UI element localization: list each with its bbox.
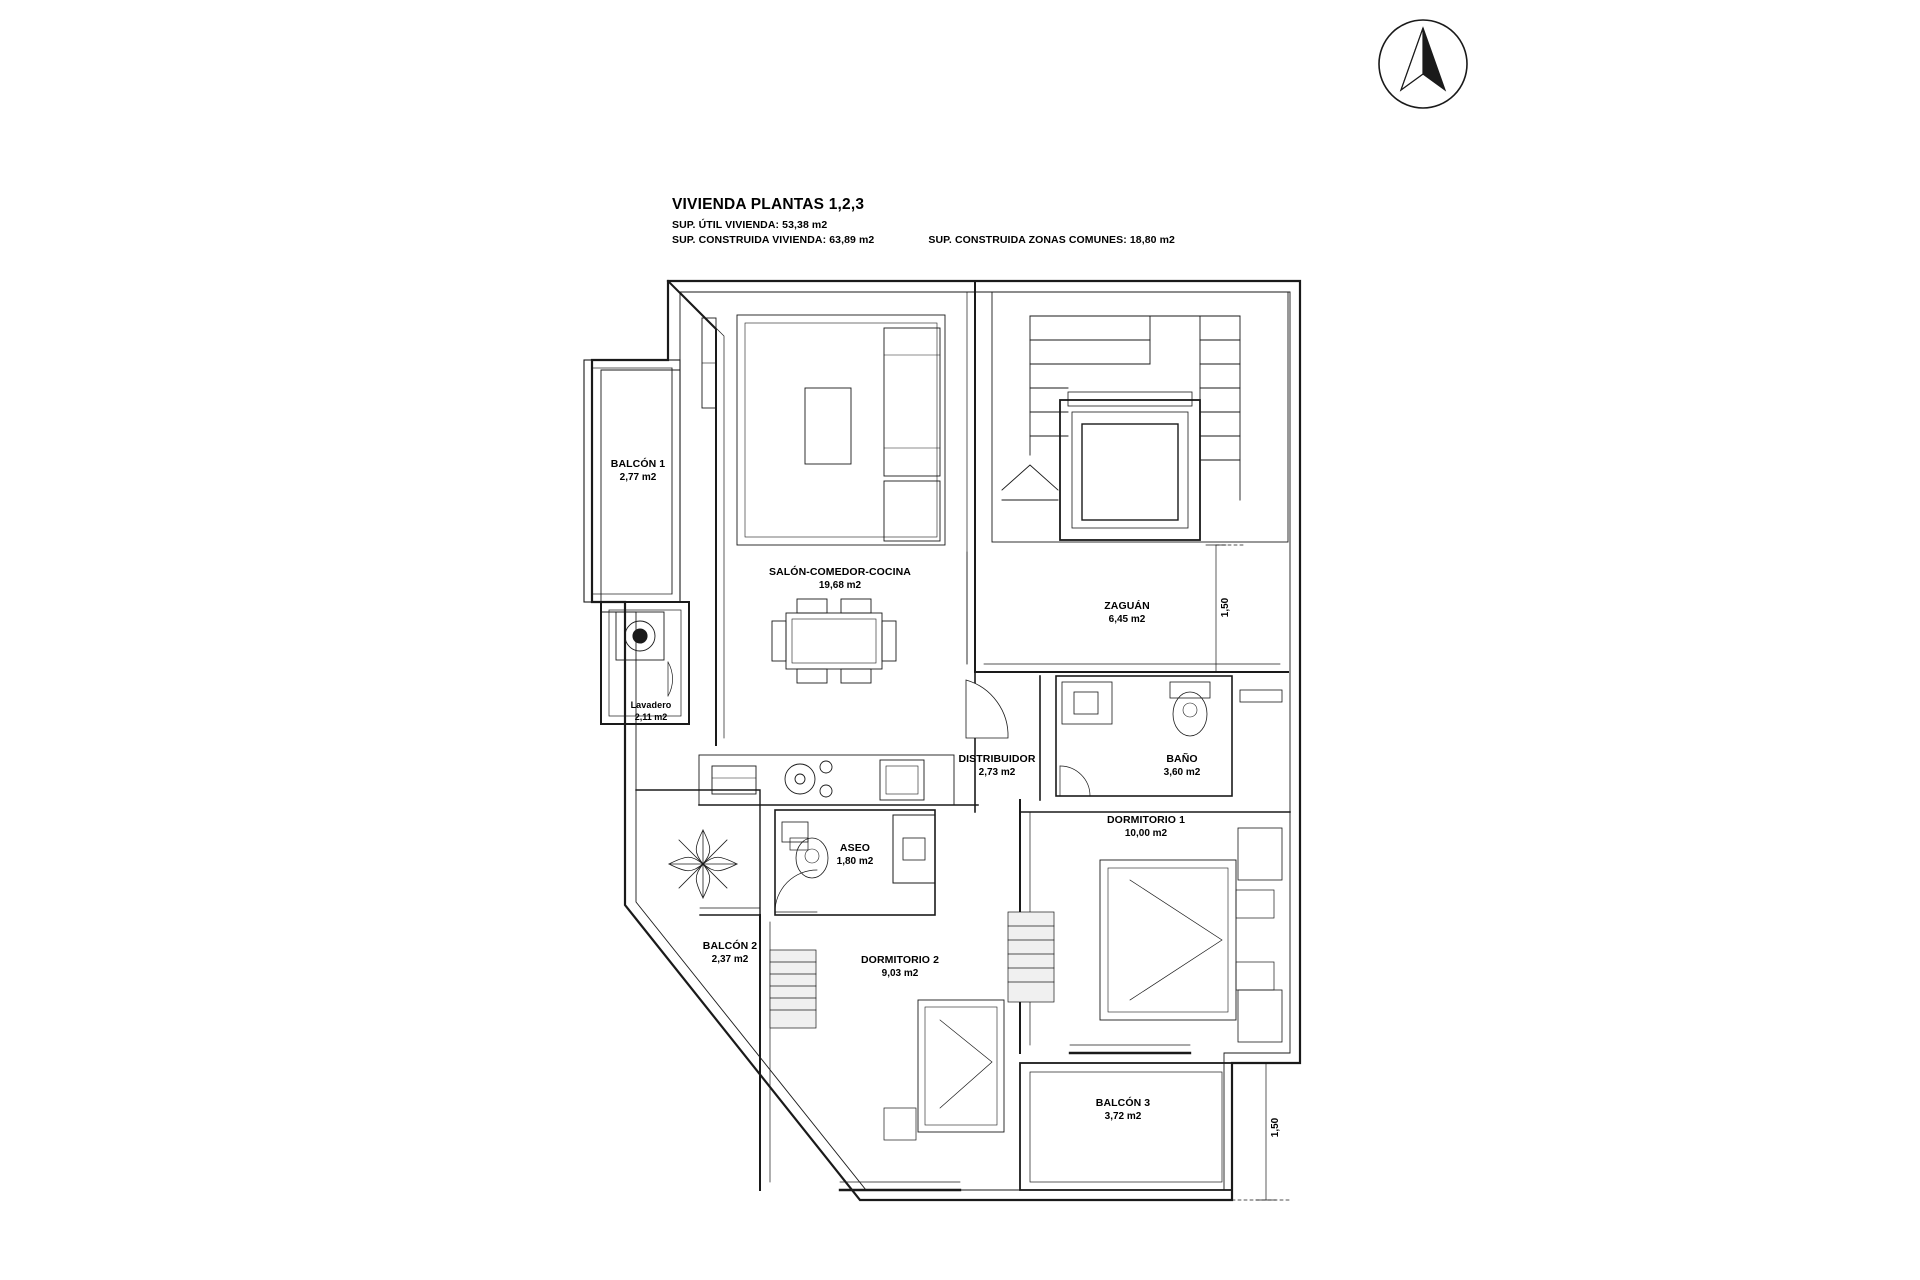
room-name: DORMITORIO 2 (860, 954, 940, 966)
room-label-balcon1 (611, 457, 665, 485)
room-label-zaguan (1104, 599, 1150, 627)
dimension-label-stair: 1,50 (1220, 597, 1232, 618)
balcon-2-outline (636, 790, 760, 915)
sup-util-line: SUP. ÚTIL VIVIENDA: 53,38 m2 (672, 219, 828, 231)
room-area: 2,73 m2 (978, 767, 1016, 779)
room-area: 10,00 m2 (1124, 828, 1168, 840)
room-label-dormitorio2 (861, 953, 939, 981)
room-label-salon (769, 565, 911, 593)
room-area: 3,60 m2 (1163, 767, 1201, 779)
room-label-dormitorio1 (1107, 813, 1185, 841)
room-area: 1,80 m2 (836, 856, 874, 868)
salon-room (668, 281, 975, 745)
dining-table-furniture (772, 599, 896, 683)
page-title: VIVIENDA PLANTAS 1,2,3 (672, 196, 865, 213)
room-label-distribuidor (958, 752, 1035, 780)
dimension-label-balcon3: 1,50 (1270, 1117, 1282, 1138)
room-area: 9,03 m2 (881, 968, 919, 980)
room-name: BALCÓN 3 (1095, 1097, 1151, 1109)
room-name: Lavadero (630, 700, 672, 710)
room-name: ZAGUÁN (1104, 600, 1150, 612)
room-name: DORMITORIO 1 (1106, 814, 1186, 826)
room-area: 2,37 m2 (711, 954, 749, 966)
room-label-balcon2 (703, 939, 757, 967)
plant-icon (669, 830, 737, 898)
cabinet-strip (702, 318, 716, 408)
distribuidor-door-swing (966, 680, 1008, 738)
room-area: 3,72 m2 (1104, 1111, 1142, 1123)
room-label-bano (1164, 752, 1201, 780)
outer-wall-inner-line (601, 292, 1290, 1190)
room-name: ASEO (839, 842, 871, 854)
sup-zonas-comunes-line: SUP. CONSTRUIDA ZONAS COMUNES: 18,80 m2 (928, 234, 1175, 246)
room-label-lavadero (631, 699, 672, 723)
room-area: 2,77 m2 (619, 472, 657, 484)
sup-construida-line: SUP. CONSTRUIDA VIVIENDA: 63,89 m2 (672, 234, 875, 246)
room-label-aseo (837, 841, 874, 869)
room-name: BALCÓN 2 (702, 940, 758, 952)
dimension-line-balcon3 (1232, 1063, 1290, 1200)
room-area: 2,11 m2 (634, 712, 668, 723)
room-name: BAÑO (1166, 753, 1198, 765)
room-area: 19,68 m2 (818, 580, 862, 592)
room-name: DISTRIBUIDOR (958, 753, 1036, 765)
kitchen-counter (699, 755, 978, 805)
stairwell (992, 292, 1288, 542)
balcon-3-outline (1020, 1063, 1232, 1190)
room-label-balcon3 (1096, 1096, 1150, 1124)
room-name: SALÓN-COMEDOR-COCINA (769, 566, 911, 578)
room-name: BALCÓN 1 (610, 458, 666, 470)
room-area: 6,45 m2 (1108, 614, 1146, 626)
sofa-furniture (737, 315, 945, 545)
